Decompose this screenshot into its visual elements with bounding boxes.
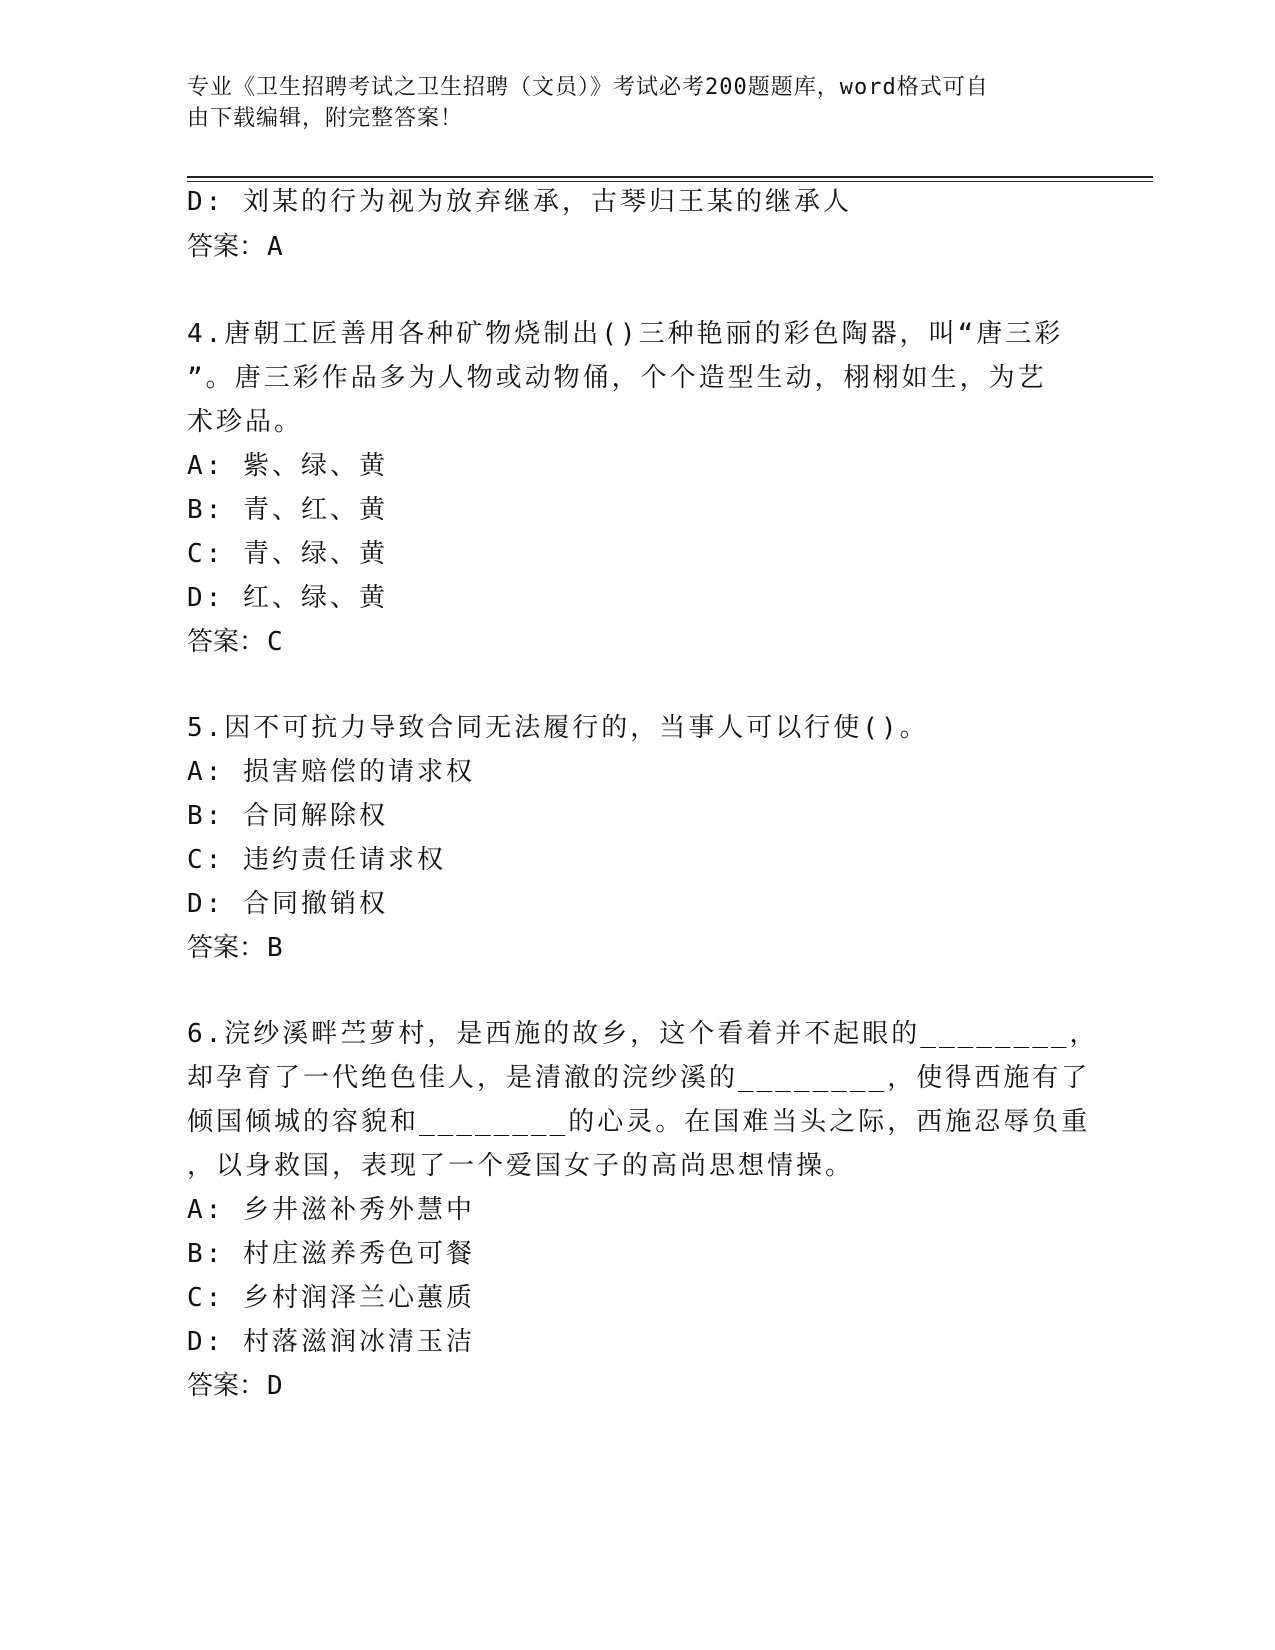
answer-value: D <box>267 1371 283 1401</box>
q4-option-b: B: 青、红、黄 <box>187 495 388 525</box>
answer-value: A <box>267 232 283 262</box>
q5-option-a: A: 损害赔偿的请求权 <box>187 757 475 787</box>
q6-stem-line-4: ，以身救国，表现了一个爱国女子的高尚思想情操。 <box>187 1151 855 1181</box>
q5-answer <box>187 930 283 966</box>
q6-stem-line-3: 倾国倾城的容貌和________的心灵。在国难当头之际，西施忍辱负重 <box>187 1107 1091 1137</box>
answer-label: 答案： <box>187 1371 266 1401</box>
q5-option-c: C: 违约责任请求权 <box>187 845 446 875</box>
q4-stem-line-1: 4.唐朝工匠善用各种矿物烧制出()三种艳丽的彩色陶器，叫“唐三彩 <box>187 319 1064 349</box>
answer-value: B <box>267 933 283 963</box>
q6-stem-line-1: 6.浣纱溪畔苎萝村，是西施的故乡，这个看着并不起眼的________， <box>187 1019 1099 1049</box>
q3-answer <box>187 229 283 265</box>
q6-answer <box>187 1368 283 1404</box>
q6-option-a: A: 乡井滋补秀外慧中 <box>187 1195 475 1225</box>
q4-stem-line-2: ”。唐三彩作品多为人物或动物俑，个个造型生动，栩栩如生，为艺 <box>187 363 1047 393</box>
q4-option-d: D: 红、绿、黄 <box>187 583 388 613</box>
q6-stem-line-2: 却孕育了一代绝色佳人，是清澈的浣纱溪的________，使得西施有了 <box>187 1063 1091 1093</box>
header-line-1: 专业《卫生招聘考试之卫生招聘（文员）》考试必考200题题库，word格式可自 <box>187 75 989 100</box>
header-line-2: 由下载编辑，附完整答案！ <box>187 106 464 131</box>
q4-option-a: A: 紫、绿、黄 <box>187 451 388 481</box>
answer-label: 答案： <box>187 232 266 262</box>
q5-option-b: B: 合同解除权 <box>187 801 388 831</box>
q6-option-b: B: 村庄滋养秀色可餐 <box>187 1239 475 1269</box>
q5-option-d: D: 合同撤销权 <box>187 889 388 919</box>
answer-label: 答案： <box>187 627 266 657</box>
q3-option-d: D: 刘某的行为视为放弃继承，古琴归王某的继承人 <box>187 187 852 217</box>
document-header <box>187 72 1067 134</box>
answer-value: C <box>267 627 283 657</box>
q6-option-c: C: 乡村润泽兰心蕙质 <box>187 1283 475 1313</box>
q6-option-d: D: 村落滋润冰清玉洁 <box>187 1327 475 1357</box>
q4-stem-line-3: 术珍品。 <box>187 407 304 437</box>
answer-label: 答案： <box>187 933 266 963</box>
q4-option-c: C: 青、绿、黄 <box>187 539 388 569</box>
header-divider <box>187 176 1153 182</box>
q5-stem-line-1: 5.因不可抗力导致合同无法履行的，当事人可以行使()。 <box>187 713 929 743</box>
q4-answer <box>187 624 283 660</box>
